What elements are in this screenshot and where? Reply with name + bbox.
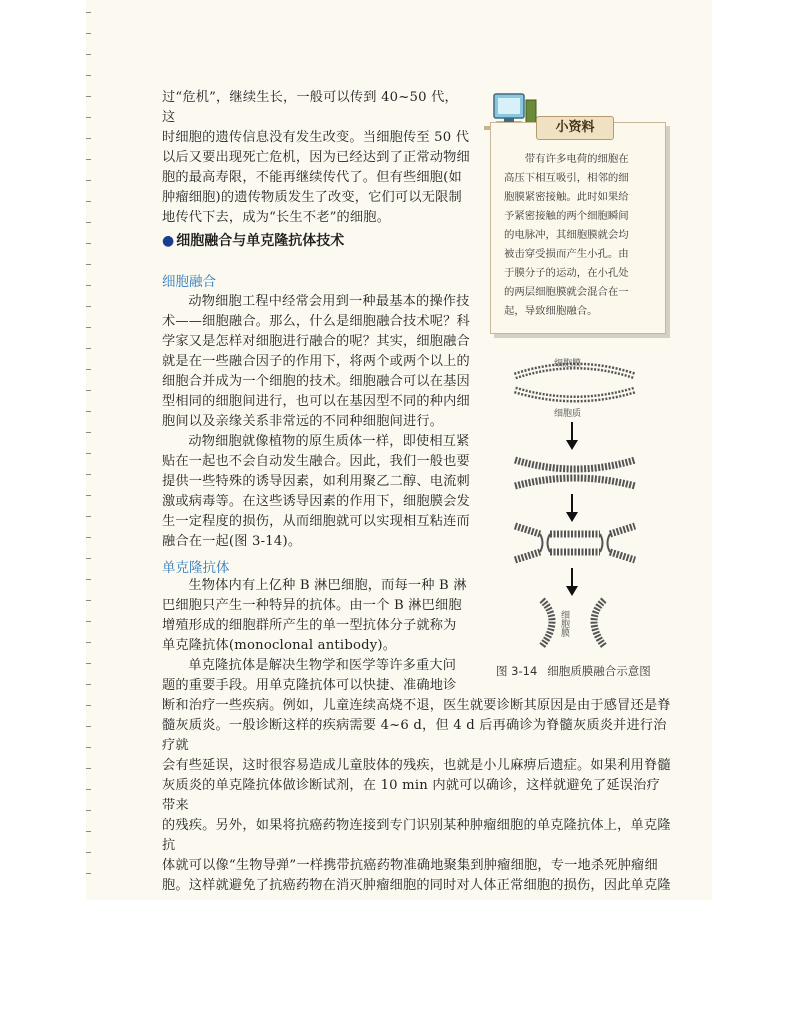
arrow-down-icon bbox=[566, 422, 578, 450]
edge-tick bbox=[86, 579, 91, 580]
edge-tick bbox=[86, 705, 91, 706]
edge-tick bbox=[86, 600, 91, 601]
edge-tick bbox=[86, 180, 91, 181]
info-line: 予紧密接触的两个细胞瞬间 bbox=[504, 210, 629, 222]
membrane-fusion-diagram bbox=[500, 354, 650, 654]
edge-tick bbox=[86, 810, 91, 811]
stage-1-membranes bbox=[515, 357, 635, 419]
figure-caption bbox=[496, 663, 651, 679]
antibody-line: 巴细胞只产生一种特异的抗体。由一个 B 淋巴细胞 bbox=[162, 598, 462, 613]
fusion-line: 型相同的细胞间进行，也可以在基因型不同的种内细 bbox=[162, 394, 470, 409]
edge-tick bbox=[86, 474, 91, 475]
info-line: 于膜分子的运动，在小孔处 bbox=[504, 267, 629, 279]
info-tab-label: 小资料 bbox=[536, 116, 614, 140]
edge-tick bbox=[86, 327, 91, 328]
fusion-line: 融合在一起(图 3-14)。 bbox=[162, 534, 302, 549]
edge-tick bbox=[86, 390, 91, 391]
edge-tick bbox=[86, 54, 91, 55]
fusion-line: 激或病毒等。在这些诱导因素的作用下，细胞膜会发 bbox=[162, 494, 470, 509]
fusion-line: 细胞合并成为一个细胞的技术。细胞融合可以在基因 bbox=[162, 374, 470, 389]
edge-tick bbox=[86, 747, 91, 748]
antibody-line: 会有些延误，这时很容易造成儿童肢体的残疾，也就是小儿麻痹后遗症。如果利用脊髓 bbox=[162, 758, 671, 773]
edge-tick bbox=[86, 117, 91, 118]
edge-tick bbox=[86, 831, 91, 832]
fusion-line: 贴在一起也不会自动发生融合。因此，我们一般也要 bbox=[162, 454, 470, 469]
edge-tick bbox=[86, 264, 91, 265]
edge-tick bbox=[86, 642, 91, 643]
stage-4-fused bbox=[542, 600, 604, 646]
edge-tick bbox=[86, 789, 91, 790]
antibody-line: 髓灰质炎。一般诊断这样的疾病需要 4~6 d，但 4 d 后再确诊为脊髓灰质炎并进行治疗就 bbox=[162, 718, 667, 753]
edge-tick bbox=[86, 537, 91, 538]
antibody-paragraph-2 bbox=[162, 696, 672, 896]
info-sidebar bbox=[480, 88, 670, 334]
edge-tick bbox=[86, 663, 91, 664]
intro-line: 胞的最高寿限，不能再继续传代了。但有些细胞(如 bbox=[162, 170, 462, 185]
info-line: 被击穿受损而产生小孔。由 bbox=[504, 248, 629, 260]
edge-tick bbox=[86, 306, 91, 307]
edge-tick bbox=[86, 453, 91, 454]
page-edge-marks bbox=[86, 0, 96, 900]
edge-tick bbox=[86, 621, 91, 622]
edge-tick bbox=[86, 726, 91, 727]
edge-tick bbox=[86, 873, 91, 874]
intro-line: 地传代下去，成为“长生不老”的细胞。 bbox=[162, 210, 391, 225]
subheading-monoclonal-antibody: 单克隆抗体 bbox=[162, 560, 230, 576]
info-line: 高压下相互吸引，相邻的细 bbox=[504, 172, 629, 184]
fusion-line: 胞间以及亲缘关系非常远的不同种细胞间进行。 bbox=[162, 414, 444, 429]
fusion-line: 动物细胞工程中经常会用到一种最基本的操作技 bbox=[188, 294, 470, 309]
info-line: 带有许多电荷的细胞在 bbox=[524, 153, 629, 165]
edge-tick bbox=[86, 684, 91, 685]
antibody-line: 单克隆抗体是解决生物学和医学等许多重大问 bbox=[188, 658, 457, 673]
info-line: 胞膜紧密接触。此时如果给 bbox=[504, 191, 629, 203]
intro-line: 过“危机”，继续生长，一般可以传到 40~50 代，这 bbox=[162, 90, 458, 125]
intro-paragraph bbox=[162, 88, 470, 228]
edge-tick bbox=[86, 495, 91, 496]
stage-3-pores bbox=[515, 526, 635, 560]
intro-line: 以后又要出现死亡危机，因为已经达到了正常动物细 bbox=[162, 150, 470, 165]
antibody-line: 题的重要手段。用单克隆抗体可以快捷、准确地诊 bbox=[162, 678, 457, 693]
edge-tick bbox=[86, 768, 91, 769]
fusion-line: 动物细胞就像植物的原生质体一样，即使相互紧 bbox=[188, 434, 470, 449]
fusion-line: 就是在一些融合因子的作用下，将两个或两个以上的 bbox=[162, 354, 470, 369]
edge-tick bbox=[86, 558, 91, 559]
antibody-paragraph-1 bbox=[162, 576, 470, 696]
antibody-line: 断和治疗一些疾病。例如，儿童连续高烧不退，医生就要诊断其原因是由于感冒还是脊 bbox=[162, 698, 671, 713]
intro-line: 时细胞的遗传信息没有发生改变。当细胞传至 50 代 bbox=[162, 130, 470, 145]
bullet-icon: ● bbox=[162, 233, 175, 249]
antibody-line: 胞。这样就避免了抗癌药物在消灭肿瘤细胞的同时对人体正常细胞的损伤，因此单克隆 bbox=[162, 878, 671, 893]
edge-tick bbox=[86, 348, 91, 349]
edge-tick bbox=[86, 159, 91, 160]
antibody-line: 增殖形成的细胞群所产生的单一型抗体分子就称为 bbox=[162, 618, 457, 633]
section-title: 细胞融合与单克隆抗体技术 bbox=[176, 233, 345, 249]
edge-tick bbox=[86, 201, 91, 202]
antibody-line: 体就可以像“生物导弹”一样携带抗癌药物准确地聚集到肿瘤细胞，专一地杀死肿瘤细 bbox=[162, 858, 658, 873]
figure-caption-text: 细胞质膜融合示意图 bbox=[547, 664, 651, 678]
info-line: 的电脉冲，其细胞膜就会均 bbox=[504, 229, 629, 241]
edge-tick bbox=[86, 432, 91, 433]
edge-tick bbox=[86, 369, 91, 370]
edge-tick bbox=[86, 411, 91, 412]
figure-number: 图 3-14 bbox=[496, 664, 538, 678]
fusion-line: 术——细胞融合。那么，什么是细胞融合技术呢？科 bbox=[162, 314, 470, 329]
edge-tick bbox=[86, 243, 91, 244]
label-membrane: 细胞膜 bbox=[554, 359, 582, 369]
fusion-line: 学家又是怎样对细胞进行融合的呢？其实，细胞融合 bbox=[162, 334, 470, 349]
subheading-cell-fusion: 细胞融合 bbox=[162, 274, 216, 290]
arrow-down-icon bbox=[566, 494, 578, 522]
fusion-line: 生一定程度的损伤，从而细胞就可以实现相互粘连而 bbox=[162, 514, 470, 529]
edge-tick bbox=[86, 33, 91, 34]
edge-tick bbox=[86, 12, 91, 13]
stage-2-contact bbox=[515, 460, 635, 486]
antibody-line: 灰质炎的单克隆抗体做诊断试剂，在 10 min 内就可以确诊，这样就避免了延误治疗带来 bbox=[162, 778, 660, 813]
antibody-line: 的残疾。另外，如果将抗癌药物连接到专门识别某种肿瘤细胞的单克隆抗体上，单克隆抗 bbox=[162, 818, 671, 853]
arrow-down-icon bbox=[566, 568, 578, 596]
antibody-line: 单克隆抗体(monoclonal antibody)。 bbox=[162, 638, 397, 653]
edge-tick bbox=[86, 852, 91, 853]
edge-tick bbox=[86, 285, 91, 286]
edge-tick bbox=[86, 138, 91, 139]
info-text bbox=[504, 150, 656, 321]
edge-tick bbox=[86, 75, 91, 76]
intro-line: 肿瘤细胞)的遗传物质发生了改变，它们可以无限制 bbox=[162, 190, 462, 205]
fusion-line: 提供一些特殊的诱导因素，如利用聚乙二醇、电流刺 bbox=[162, 474, 470, 489]
fusion-paragraph-1 bbox=[162, 292, 470, 552]
edge-tick bbox=[86, 222, 91, 223]
label-cell-membrane-vertical: 细胞膜 bbox=[559, 610, 569, 637]
edge-tick bbox=[86, 516, 91, 517]
antibody-line: 生物体内有上亿种 B 淋巴细胞，而每一种 B 淋 bbox=[188, 578, 467, 593]
label-cytoplasm: 细胞质 bbox=[554, 409, 582, 419]
edge-tick bbox=[86, 96, 91, 97]
section-heading bbox=[162, 230, 344, 250]
info-line: 起，导致细胞融合。 bbox=[504, 305, 598, 317]
info-line: 的两层细胞膜就会混合在一 bbox=[504, 286, 629, 298]
